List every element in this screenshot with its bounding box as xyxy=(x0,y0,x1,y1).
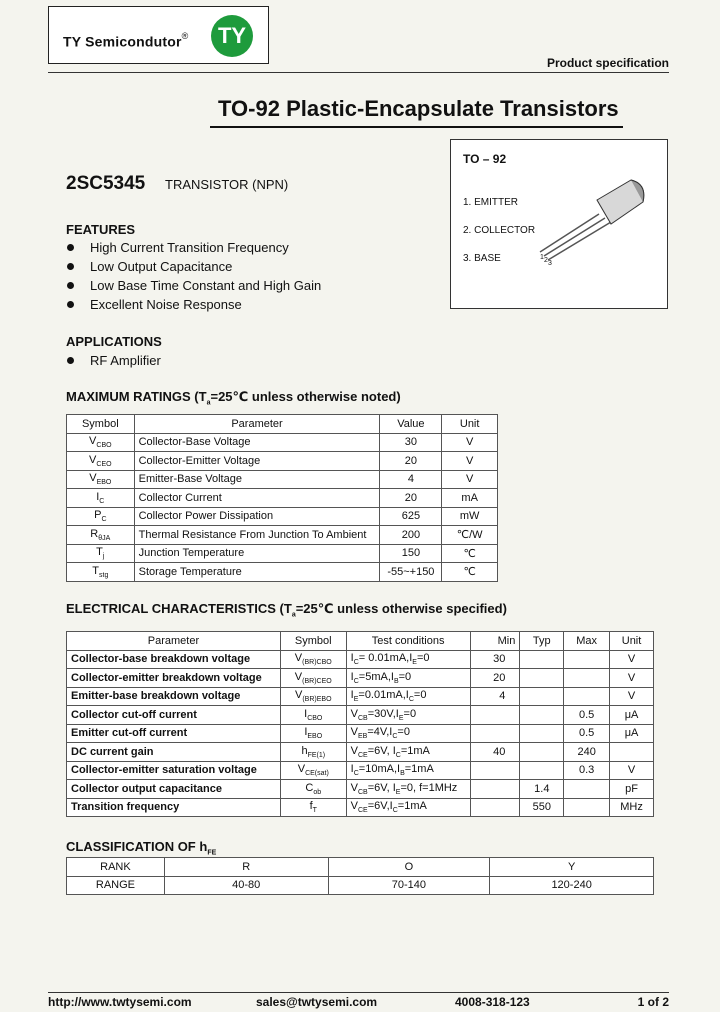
range-cell: 120-240 xyxy=(490,876,654,895)
parameter-cell: Collector Current xyxy=(134,489,380,508)
brand-logo-mark: TY xyxy=(211,15,253,57)
rank-label: RANK xyxy=(67,858,165,877)
col-header: Max xyxy=(564,632,610,651)
min-cell xyxy=(470,780,520,799)
rank-cell: O xyxy=(328,858,490,877)
table-row xyxy=(67,669,654,688)
min-cell: 30 xyxy=(470,650,520,669)
parameter-cell: Collector-Base Voltage xyxy=(134,433,380,452)
max-cell: 0.3 xyxy=(564,761,610,780)
applications-heading: APPLICATIONS xyxy=(66,334,162,349)
min-cell xyxy=(470,761,520,780)
feature-item: Low Output Capacitance xyxy=(66,257,321,276)
footer-url[interactable]: http://www.twtysemi.com xyxy=(48,995,192,1009)
pin-mark-1: 1 xyxy=(540,254,544,261)
symbol-cell: $R_{\theta JA}$ xyxy=(67,526,135,545)
conditions-cell: $I_C=5mA,I_B=0$ xyxy=(346,669,470,688)
package-box xyxy=(450,139,668,309)
symbol-cell: $V_{(BR)CBO}$ xyxy=(280,650,346,669)
value-cell: 4 xyxy=(380,470,442,489)
classification-heading: CLASSIFICATION OF $h_{FE}$ xyxy=(66,839,217,857)
page-title: TO-92 Plastic-Encapsulate Transistors xyxy=(218,96,619,121)
unit-cell: MHz xyxy=(610,798,654,817)
unit-cell: pF xyxy=(610,780,654,799)
table-row xyxy=(67,544,498,563)
typ-cell xyxy=(520,669,564,688)
max-ratings-heading: MAXIMUM RATINGS ($T_a=25℃$ unless otherwise noted) xyxy=(66,389,401,407)
col-header: Unit xyxy=(610,632,654,651)
table-row xyxy=(67,526,498,545)
min-cell xyxy=(470,706,520,725)
table-row xyxy=(67,507,498,526)
symbol-cell: $T_{stg}$ xyxy=(67,563,135,582)
range-cell: 70-140 xyxy=(328,876,490,895)
table-row xyxy=(67,724,654,743)
parameter-cell: Storage Temperature xyxy=(134,563,380,582)
value-cell: -55~+150 xyxy=(380,563,442,582)
rank-cell: R xyxy=(164,858,328,877)
unit-cell: ℃ xyxy=(442,544,498,563)
col-header: Value xyxy=(380,415,442,434)
pin-3-label: 3. BASE xyxy=(463,253,501,264)
min-cell: 20 xyxy=(470,669,520,688)
parameter-cell: Collector-base breakdown voltage xyxy=(67,650,281,669)
parameter-cell: Collector cut-off current xyxy=(67,706,281,725)
symbol-cell: $I_{EBO}$ xyxy=(280,724,346,743)
symbol-cell: $V_{(BR)CEO}$ xyxy=(280,669,346,688)
unit-cell: V xyxy=(442,470,498,489)
typ-cell: 550 xyxy=(520,798,564,817)
unit-cell: mW xyxy=(442,507,498,526)
to92-package-icon xyxy=(531,170,661,270)
footer-rule xyxy=(48,992,669,993)
pin-1-label: 1. EMITTER xyxy=(463,197,519,208)
conditions-cell: $V_{CE}=6V,I_C=1mA$ xyxy=(346,798,470,817)
min-cell: 4 xyxy=(470,687,520,706)
conditions-cell: $I_C=10mA,I_B=1mA$ xyxy=(346,761,470,780)
max-cell xyxy=(564,687,610,706)
pin-2-label: 2. COLLECTOR xyxy=(463,225,536,236)
electrical-table xyxy=(66,631,654,817)
table-row xyxy=(67,706,654,725)
symbol-cell: $V_{(BR)EBO}$ xyxy=(280,687,346,706)
max-cell: 240 xyxy=(564,743,610,762)
parameter-cell: Collector-emitter saturation voltage xyxy=(67,761,281,780)
col-header: Min xyxy=(470,632,520,651)
max-cell xyxy=(564,780,610,799)
brand-name: TY Semicondutor® xyxy=(63,31,189,50)
range-cell: 40-80 xyxy=(164,876,328,895)
value-cell: 20 xyxy=(380,489,442,508)
min-cell xyxy=(470,724,520,743)
col-header: Test conditions xyxy=(346,632,470,651)
table-row xyxy=(67,798,654,817)
symbol-cell: $V_{CBO}$ xyxy=(67,433,135,452)
package-name: TO – 92 xyxy=(463,152,507,166)
doc-type: Product specification xyxy=(546,56,669,70)
unit-cell: V xyxy=(442,452,498,471)
conditions-cell: $I_E=0.01mA,I_C=0$ xyxy=(346,687,470,706)
unit-cell: V xyxy=(442,433,498,452)
parameter-cell: Collector Power Dissipation xyxy=(134,507,380,526)
typ-cell xyxy=(520,724,564,743)
table-row xyxy=(67,489,498,508)
parameter-cell: Transition frequency xyxy=(67,798,281,817)
table-row xyxy=(67,780,654,799)
table-row xyxy=(67,761,654,780)
footer-page: 1 of 2 xyxy=(637,995,669,1009)
pin-mark-2: 2 xyxy=(544,257,548,264)
unit-cell: ℃ xyxy=(442,563,498,582)
unit-cell: mA xyxy=(442,489,498,508)
feature-item: High Current Transition Frequency xyxy=(66,238,321,257)
feature-item: Low Base Time Constant and High Gain xyxy=(66,276,321,295)
min-cell xyxy=(470,798,520,817)
features-heading: FEATURES xyxy=(66,222,136,237)
typ-cell: 1.4 xyxy=(520,780,564,799)
conditions-cell: $V_{CB}=30V,I_E=0$ xyxy=(346,706,470,725)
footer-email[interactable]: sales@twtysemi.com xyxy=(256,995,378,1009)
col-header: Typ xyxy=(520,632,564,651)
value-cell: 625 xyxy=(380,507,442,526)
electrical-heading: ELECTRICAL CHARACTERISTICS ($T_a=25℃$ unless otherwise specified) xyxy=(66,601,507,619)
max-cell xyxy=(564,798,610,817)
applications-list xyxy=(66,351,161,370)
parameter-cell: Thermal Resistance From Junction To Ambient xyxy=(134,526,380,545)
conditions-cell: $V_{EB}=4V,I_C=0$ xyxy=(346,724,470,743)
col-header: Parameter xyxy=(134,415,380,434)
symbol-cell: $h_{FE(1)}$ xyxy=(280,743,346,762)
typ-cell xyxy=(520,687,564,706)
unit-cell: V xyxy=(610,761,654,780)
symbol-cell: $T_j$ xyxy=(67,544,135,563)
pin-mark-3: 3 xyxy=(548,260,552,267)
range-label: RANGE xyxy=(67,876,165,895)
parameter-cell: Emitter cut-off current xyxy=(67,724,281,743)
symbol-cell: $V_{EBO}$ xyxy=(67,470,135,489)
max-cell: 0.5 xyxy=(564,706,610,725)
feature-item: Excellent Noise Response xyxy=(66,295,321,314)
unit-cell xyxy=(610,743,654,762)
application-item: RF Amplifier xyxy=(66,351,161,370)
table-row xyxy=(67,687,654,706)
parameter-cell: Emitter-Base Voltage xyxy=(134,470,380,489)
rank-cell: Y xyxy=(490,858,654,877)
unit-cell: V xyxy=(610,669,654,688)
parameter-cell: Junction Temperature xyxy=(134,544,380,563)
unit-cell: V xyxy=(610,650,654,669)
part-number: 2SC5345 xyxy=(66,173,146,194)
unit-cell: V xyxy=(610,687,654,706)
value-cell: 200 xyxy=(380,526,442,545)
col-header: Symbol xyxy=(280,632,346,651)
col-header: Unit xyxy=(442,415,498,434)
symbol-cell: $C_{ob}$ xyxy=(280,780,346,799)
max-ratings-table xyxy=(66,414,498,582)
symbol-cell: $V_{CE(sat)}$ xyxy=(280,761,346,780)
value-cell: 20 xyxy=(380,452,442,471)
conditions-cell: $I_C= 0.01mA,I_E=0$ xyxy=(346,650,470,669)
parameter-cell: Collector output capacitance xyxy=(67,780,281,799)
table-row xyxy=(67,650,654,669)
max-cell xyxy=(564,669,610,688)
conditions-cell: $V_{CE}=6V$, $I_C=1mA$ xyxy=(346,743,470,762)
typ-cell xyxy=(520,761,564,780)
symbol-cell: $f_T$ xyxy=(280,798,346,817)
typ-cell xyxy=(520,743,564,762)
header-rule xyxy=(48,72,669,73)
value-cell: 150 xyxy=(380,544,442,563)
col-header: Parameter xyxy=(67,632,281,651)
unit-cell: ℃/W xyxy=(442,526,498,545)
classification-table xyxy=(66,857,654,895)
table-row xyxy=(67,470,498,489)
part-description: TRANSISTOR (NPN) xyxy=(165,177,289,192)
symbol-cell: $I_C$ xyxy=(67,489,135,508)
table-row xyxy=(67,433,498,452)
value-cell: 30 xyxy=(380,433,442,452)
symbol-cell: $I_{CBO}$ xyxy=(280,706,346,725)
table-row xyxy=(67,563,498,582)
max-cell: 0.5 xyxy=(564,724,610,743)
logo-box xyxy=(48,6,269,64)
parameter-cell: Collector-emitter breakdown voltage xyxy=(67,669,281,688)
table-row xyxy=(67,452,498,471)
symbol-cell: $V_{CEO}$ xyxy=(67,452,135,471)
table-row xyxy=(67,743,654,762)
parameter-cell: Collector-Emitter Voltage xyxy=(134,452,380,471)
features-list xyxy=(66,238,321,314)
parameter-cell: Emitter-base breakdown voltage xyxy=(67,687,281,706)
footer-phone: 4008-318-123 xyxy=(455,995,530,1009)
typ-cell xyxy=(520,650,564,669)
symbol-cell: $P_C$ xyxy=(67,507,135,526)
col-header: Symbol xyxy=(67,415,135,434)
title-underline xyxy=(210,126,623,128)
max-cell xyxy=(564,650,610,669)
conditions-cell: $V_{CB}=6V$, $I_E=0$, f=1MHz xyxy=(346,780,470,799)
min-cell: 40 xyxy=(470,743,520,762)
unit-cell: μA xyxy=(610,706,654,725)
parameter-cell: DC current gain xyxy=(67,743,281,762)
typ-cell xyxy=(520,706,564,725)
unit-cell: μA xyxy=(610,724,654,743)
